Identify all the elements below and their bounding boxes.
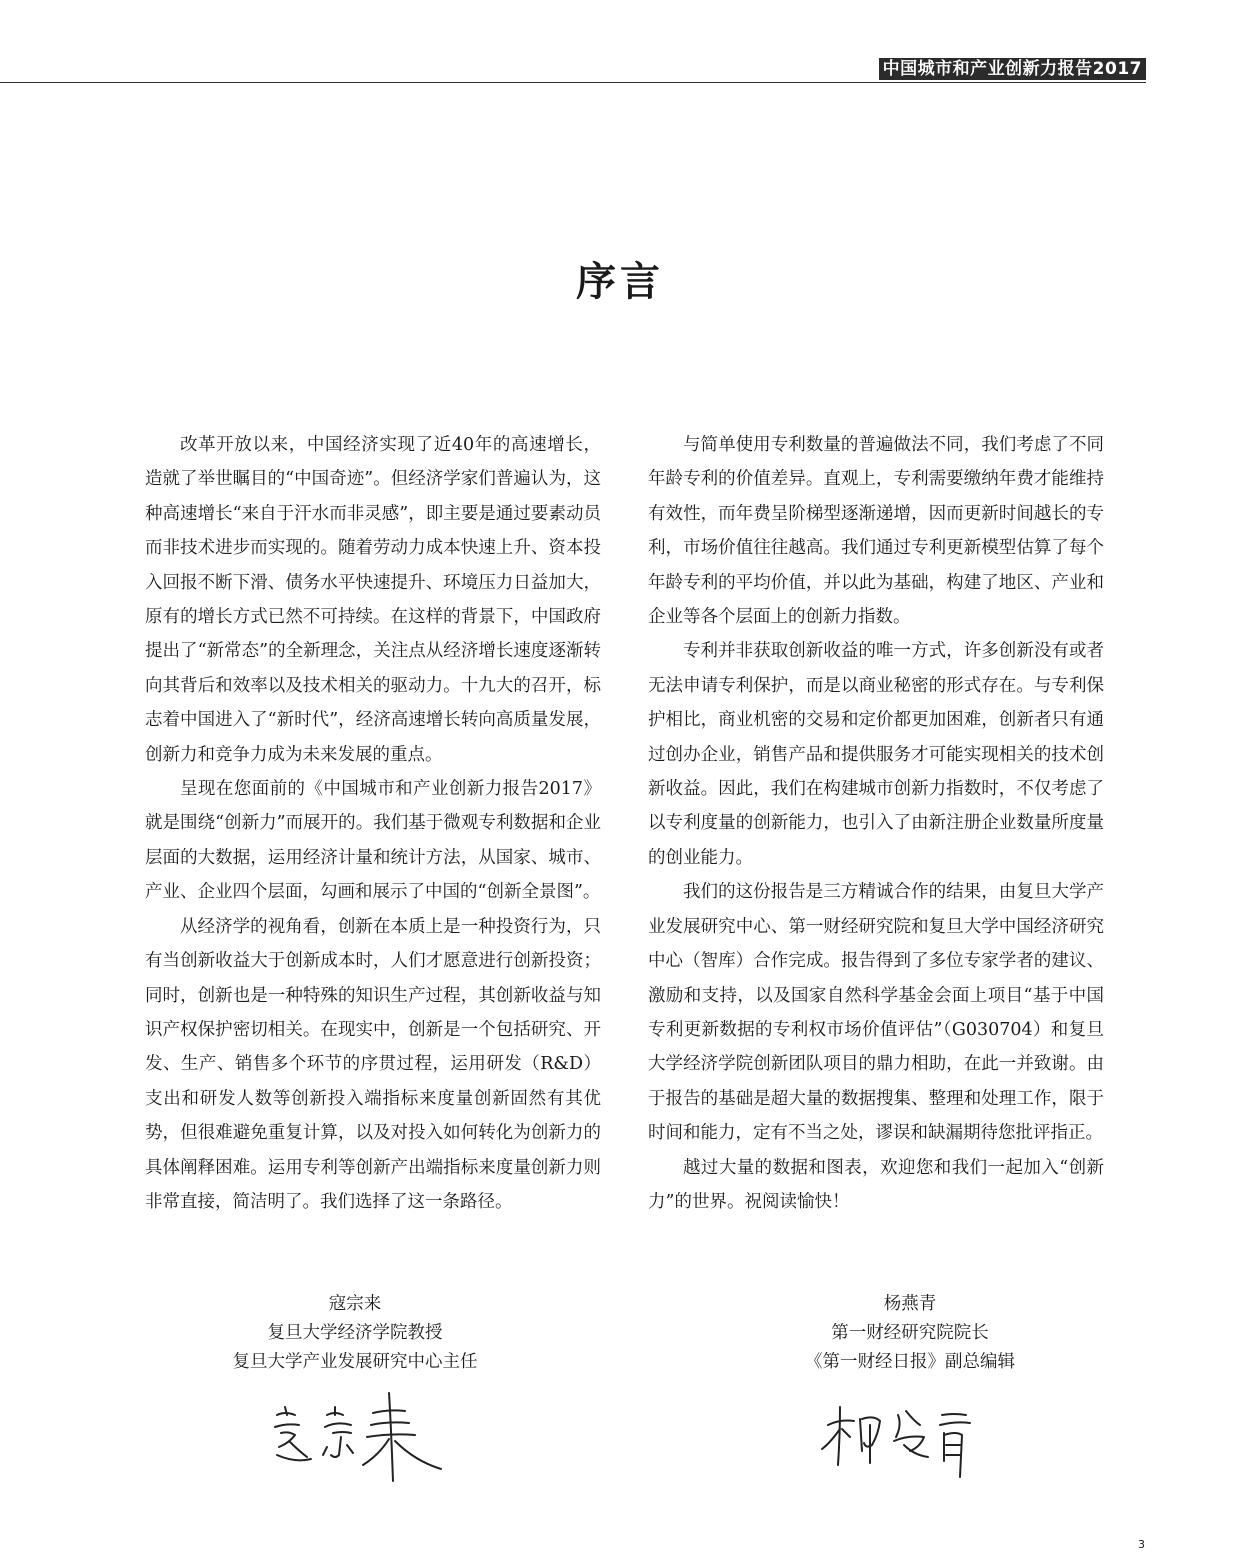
page-number: 3 [1138,1538,1145,1551]
report-title-banner: 中国城市和产业创新力报告2017 [879,58,1146,80]
signatory-title: 复旦大学产业发展研究中心主任 [232,1352,478,1372]
handwritten-signature [810,1385,1010,1485]
signatory-title: 复旦大学经济学院教授 [267,1323,443,1343]
paragraph: 与简单使用专利数量的普遍做法不同，我们考虑了不同年龄专利的价值差异。直观上，专利需要缴纳年费才能维持有效性，而年费呈阶梯型逐渐递增，因而更新时间越长的专利，市场价值往往越高。我们通过专利更新模型估算了每个年龄专利的平均价值，并以此为基础，构建了地区、产业和企业等各个层面上的创新力指数。 [648,435,1104,628]
paragraph: 改革开放以来，中国经济实现了近40年的高速增长，造就了举世瞩目的“中国奇迹”。但经济学家们普遍认为，这种高速增长“来自于汗水而非灵感”，即主要是通过要素动员而非技术进步而实现的。随着劳动力成本快速上升、资本投入回报不断下滑、债务水平快速提升、环境压力日益加大，原有的增长方式已然不可持续。在这样的背景下，中国政府提出了“新常态”的全新理念，关注点从经济增长速度逐渐转向其背后和效率以及技术相关的驱动力。十九大的召开，标志着中国进入了“新时代”，经济高速增长转向高质量发展，创新力和竞争力成为未来发展的重点。 [145,435,601,765]
signatory-left [145,1290,565,1485]
paragraph: 呈现在您面前的《中国城市和产业创新力报告2017》就是围绕“创新力”而展开的。我们基于微观专利数据和企业层面的大数据，运用经济计量和统计方法，从国家、城市、产业、企业四个层面，勾画和展示了中国的“创新全景图”。 [145,779,601,903]
signatory-name: 杨燕青 [883,1294,937,1314]
signatory-title: 第一财经研究院院长 [831,1323,989,1343]
right-column [648,428,1104,1219]
left-column [145,428,601,1219]
signatory-title: 《第一财经日报》副总编辑 [805,1352,1015,1372]
paragraph: 越过大量的数据和图表，欢迎您和我们一起加入“创新力”的世界。祝阅读愉快！ [648,1157,1104,1212]
signatory-name: 寇宗来 [328,1294,382,1314]
handwritten-signature [255,1385,455,1485]
header-rule [0,82,1146,83]
paragraph: 专利并非获取创新收益的唯一方式，许多创新没有或者无法申请专利保护，而是以商业秘密的形式存在。与专利保护相比，商业机密的交易和定价都更加困难，创新者只有通过创办企业，销售产品和提供服务才可能实现相关的技术创新收益。因此，我们在构建城市创新力指数时，不仅考虑了以专利度量的创新能力，也引入了由新注册企业数量所度量的创业能力。 [648,641,1104,868]
signatory-right [700,1290,1120,1485]
paragraph: 我们的这份报告是三方精诚合作的结果，由复旦大学产业发展研究中心、第一财经研究院和复旦大学中国经济研究中心（智库）合作完成。报告得到了多位专家学者的建议、激励和支持，以及国家自然科学基金会面上项目“基于中国专利更新数据的专利权市场价值评估”（G030704）和复旦大学经济学院创新团队项目的鼎力相助，在此一并致谢。由于报告的基础是超大量的数据搜集、整理和处理工作，限于时间和能力，定有不当之处，谬误和缺漏期待您批评指正。 [648,882,1104,1144]
page-title: 序言 [576,259,664,305]
paragraph: 从经济学的视角看，创新在本质上是一种投资行为，只有当创新收益大于创新成本时，人们才愿意进行创新投资；同时，创新也是一种特殊的知识生产过程，其创新收益与知识产权保护密切相关。在现实中，创新是一个包括研究、开发、生产、销售多个环节的序贯过程，运用研发（R&D）支出和研发人数等创新投入端指标来度量创新固然有其优势，但很难避免重复计算，以及对投入如何转化为创新力的具体阐释困难。运用专利等创新产出端指标来度量创新力则非常直接，简洁明了。我们选择了这一条路径。 [145,916,601,1212]
